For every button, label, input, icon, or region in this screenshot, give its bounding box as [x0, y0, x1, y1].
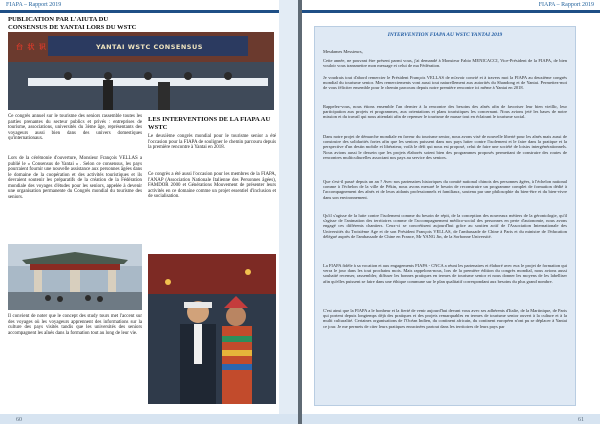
column-1-paragraph-2: Lors de la cérémonie d'ouverture, Monsieur François VELLAS a publié le « Consensus de Yantai » . Selon ce consensus, les pays pourraient fournir une nouvelle assistance aux personnes âgées dans le domaine de la coopération et des activités touristiques et ils devraient soutenir les préparatifs de la création de la Fédération mondiale des voyages d'études pour les seniors, appelée à devenir une organisation permanente du Congrès mondial du tourisme des seniors.: [8, 156, 142, 200]
intervention-box: [314, 26, 576, 406]
page-footer: [302, 414, 600, 424]
banner-chinese-text: 台 状 识: [16, 43, 47, 51]
box-title: INTERVENTION FIAPA AU WSTC YANTAI 2019: [387, 32, 503, 38]
box-paragraph: Cette année, ne pouvant être présent parmi vous, j'ai demandé à Monsieur Fabio MENICACCI, Vice-Président de la FIAPA, de bien vouloir vous transmettre mon message et celui de ma Fédération.: [323, 58, 567, 69]
header-rule: [302, 10, 600, 13]
box-paragraph: Je voudrais tout d'abord remercier le Président François VELLAS de m'avoir convié et à travers moi la FIAPA au deuxième congrès mondial du tourisme senior. Mes remerciements vont aussi tout naturellement aux autorités du Shandong et de Yantai. Permettez-moi de vous féliciter ensemble pour le chemin parcouru depuis notre première rencontre ici même à Yantai en 2018.: [323, 75, 567, 91]
box-paragraph: C'est ainsi que la FIAPA a le bonheur et la fierté de venir aujourd'hui devant vous avec ses adhérents d'Italie, de la Martinique, de Paris qui portent depuis longtemps déjà des pratiques et des projets remarquables en termes de tourisme senior ouvert à la culture et à la multi culturalité. Certaines organisations de l'Océan Indien, du continent africain, du continent européen n'ont pu se déplacer à Yantai ce jour. Je me permets de citer leurs pratiques enracinées partout dans les territoires de leurs pays par: [323, 308, 567, 329]
column-2-paragraph-1: Le deuxième congrès mondial pour le tourisme senior a été l'occasion pour la FIAPA de souligner le chemin parcouru depuis la première rencontre à Yantai en 2018.: [148, 134, 276, 150]
page-number: 60: [16, 417, 22, 423]
column-1-paragraph-1: Ce congrès annuel sur le tourisme des seniors rassemble toutes les parties prenantes du secteur publics et privés : entreprises de tourisme, associations, universités du 3ème âge, représentants des voyageurs aussi bien dans des univers domestiques qu'internationaux.: [8, 114, 142, 141]
box-paragraph: Rappelez-vous, nous étions ensemble l'an dernier à la rencontre des besoins des aînés afin de favoriser leur bien vieillir, leur participation aux projets et programmes, aux orientations et plans touristiques les concernant. Nous avions jeté les bases de notre mission et du travail qui nous attendait afin de repenser le tourisme de masse tout en éclairant le tourisme social.: [323, 104, 567, 120]
conference-stage-photo: [8, 32, 274, 110]
column-2-paragraph-2: Ce congrès a été aussi l'occasion pour les membres de la FIAPA, l'ANAP (Association Nationale Italienne des Personnes âgées), FAMDOR 2000 et Générations Mouvement de présenter leurs activités en ce domaine comme un projet essentiel d'inclusion et de socialisation.: [148, 172, 276, 199]
box-paragraph: Que s'est-il passé depuis un an ? Avec nos partenaires historiques du comité national chinois des personnes âgées, à l'échelon national comme à l'échelon de la ville de Pékin, nous avons mesuré le besoin de reconstruire un programme complet de formation dédié à l'accompagnement des aînés et de leurs aidants professionnels et familiaux, soutenu par une philosophie du bien-être et du bien-vivre dans son environnement.: [323, 179, 567, 200]
page-footer: [0, 414, 298, 424]
column-2-heading: LES INTERVENTIONS DE LA FIAPA AU WSTC: [148, 116, 271, 131]
page-margin-strip: [279, 0, 298, 424]
box-paragraph: Mesdames Messieurs,: [323, 49, 363, 54]
right-page: [302, 0, 600, 424]
page-number: 61: [578, 417, 584, 423]
page-header: FIAPA – Rapport 2019: [6, 2, 62, 8]
box-paragraph: La FIAPA fidèle à sa vocation et aux engagements FIAPA - CNCA a réuni les partenaires et élaboré avec eux le projet de formation qui verra le jour dans les tout prochains mois. Mais rappelons-nous, lors de la première édition du congrès mondial, nous avions aussi souhaité recenser, rassembler, diffuser les bonnes pratiques en termes de tourisme senior et nous donner les moyens de les labelliser afin qu'elles puissent se faire dans une éthique commune sur le plan qualitatif correspondant aux besoins du plus grand nombre.: [323, 263, 567, 284]
headline: [8, 16, 158, 31]
banner-text: YANTAI WSTC CONSENSUS: [96, 43, 203, 51]
headline-line-1: PUBLICATION PAR L'AIUTA DU: [8, 16, 109, 23]
two-people-photo: [148, 254, 276, 404]
page-header: FIAPA – Rapport 2019: [538, 2, 594, 8]
chinese-gate-photo: [8, 244, 142, 310]
box-paragraph: Qu'il s'agisse de la lutte contre l'isolement comme du besoin de répit, de la conception des nouveaux métiers de la gérontologie, qu'il s'agisse de l'animation des territoires comme de l'accompagnement médico-social des personnes en perte d'autonomie, nous avons engagé ces différents chantiers. Ceux-ci se concrétisent aujourd'hui grâce au soutien actif de l'Association Internationale des Universités du Troisième Age et de son Président François VELLAS, de l'ambassade de Chine à Paris et du ministre de l'éducation délégué auprès de l'ambassade de Chine en France, Mr YANG Jin, de la Sorbonne Université.: [323, 213, 567, 239]
box-paragraph: Dans notre projet de démarche mondiale en faveur du tourisme senior, nous avons visé de nouvelle liberté pour les aînés mais aussi de construire des solidarités fortes afin que les seniors puissent dans nos pays lutter contre l'isolement et le faire dans la pratique et la perspective d'un destin mobile et libérateur, voilà le défi qui nous est proposé, celui de faire une société de loisirs intergénérationnels. Nous avions aussi le dessein que les projets élaborés soient bien des programmes proposés permettant de construire des routes de rencontres multiculturelles associant nos pays au service des seniors.: [323, 134, 567, 160]
headline-line-2: CONSENSUS DE YANTAI LORS DU WSTC: [8, 23, 137, 31]
header-rule: [0, 10, 298, 13]
left-page: [0, 0, 298, 424]
column-1-paragraph-3: Il convient de noter que le concept des study tours met l'accent sur des voyages où les voyageurs apprennent des informations sur la culture des pays visités tandis que les universités des seniors accompagnent les aînés dans la formation tout au long de leur vie.: [8, 314, 142, 336]
